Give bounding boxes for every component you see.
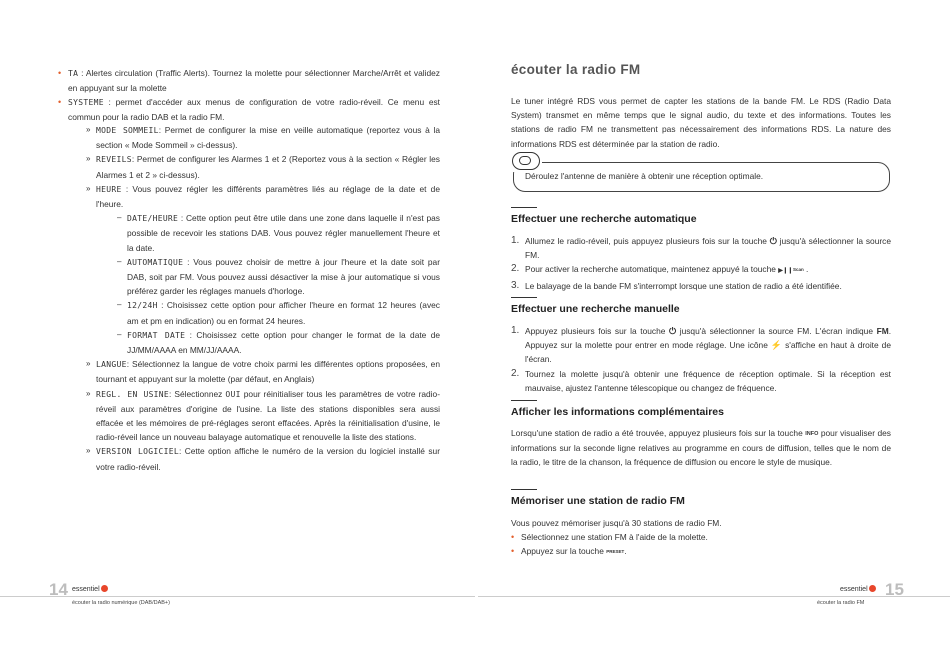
auto-search-steps	[511, 234, 891, 293]
heading-info: Afficher les informations complémentaires	[511, 406, 724, 418]
lcd-label: REVEILS	[96, 155, 132, 165]
bullet-ta: • TA : Alertes circulation (Traffic Alerts). Tournez la molette pour sélectionner Marche/Arrêt et validez en appuyant sur la molette	[58, 66, 440, 95]
footer-rule	[478, 596, 950, 597]
power-icon: ⏻	[769, 236, 777, 246]
lcd-label: VERSION LOGICIEL	[96, 447, 179, 457]
list-item: 1. Appuyez plusieurs fois sur la touche ⏻ jusqu'à sélectionner la source FM. L'écran indique FM. Appuyez sur la molette pour entrer en mode réglage. Une icône ⚡ s'affiche en haut à droite de l'écran.	[511, 325, 892, 365]
lcd-label: DATE/HEURE	[127, 214, 179, 224]
lcd-label: SYSTEME	[68, 98, 104, 107]
lcd-label: TA	[68, 69, 79, 78]
submenu-mode-sommeil: » MODE SOMMEIL: Permet de configurer la mise en veille automatique (reportez vous à la section « Mode Sommeil » ci-dessus).	[86, 125, 440, 151]
lcd-label: MODE SOMMEIL	[96, 126, 159, 135]
info-key-label: INFO	[805, 431, 819, 437]
submenu-langue: » LANGUE: Sélectionnez la langue de votre choix parmi les différentes options proposées, en tournant et appuyant sur la molette (par défaut, en Anglais)	[86, 359, 440, 385]
info-paragraph: Lorsqu'une station de radio a été trouvée, appuyez plusieurs fois sur la touche INFO pour visualiser des informations sur la seconde ligne relatives au programme en cours de diffusion, telles que le nom de la radio, le titre de la chanson, la fréquence de diffusion ou encore le style de musique.	[511, 428, 891, 468]
list-item: 3. Le balayage de la bande FM s'interrompt lorsque une station de radio a été identifiée.	[511, 279, 842, 291]
list-item: • Sélectionnez une station FM à l'aide de la molette.	[511, 530, 891, 544]
submenu-format-date: – FORMAT DATE : Choisissez cette option pour changer le format de la date de JJ/MM/AAAA en MM/JJ/AAAA.	[117, 329, 441, 356]
list-item: • Appuyez sur la touche PRESET.	[511, 544, 891, 559]
power-icon: ⏻	[669, 326, 677, 336]
lcd-label: HEURE	[96, 184, 122, 194]
preset-key-label: PRESET	[606, 549, 625, 555]
section-rule	[511, 297, 537, 298]
section-rule	[511, 207, 537, 208]
memorize-intro: Vous pouvez mémoriser jusqu'à 30 stations de radio FM.	[511, 518, 722, 528]
play-pause-icon: ▶❙❙	[778, 268, 793, 275]
memorize-list	[511, 530, 891, 559]
page-number: 14	[49, 580, 68, 599]
heading-auto-search: Effectuer une recherche automatique	[511, 213, 697, 225]
lcd-label: FORMAT DATE	[127, 330, 186, 340]
section-title: écouter la radio FM	[511, 62, 641, 77]
section-rule	[511, 489, 537, 490]
submenu-heure: » HEURE : Vous pouvez régler les différents paramètres liés au réglage de la date et de l'heure.	[86, 183, 440, 210]
tip-text: Déroulez l'antenne de manière à obtenir une réception optimale.	[525, 171, 764, 181]
brand-logo: essentiel	[840, 585, 876, 593]
submenu-automatique: – AUTOMATIQUE : Vous pouvez choisir de mettre à jour l'heure et la date soit par DAB, soit par FM. Vous pouvez aussi désactiver la mise à jour automatique si vous préférez garder les réglages manuels d'horloge.	[117, 256, 440, 297]
submenu-date-heure: – DATE/HEURE : Cette option peut être utile dans une zone dans laquelle il n'est pas possible de recevoir les stations DAB. Vous pouvez régler manuellement l'heure et la date.	[117, 213, 440, 253]
section-rule	[511, 400, 537, 401]
submenu-regl-usine: » REGL. EN USINE: Sélectionnez OUI pour réinitialiser tous les paramètres de votre radio-réveil aux paramètres d'origine de l'usine. La liste des stations disponibles sera aussi effacée et les mémoires de pré-réglages seront effacées. Après la réinitialisation d'usine, le radio-réveil lance un nouveau balayage automatique et renouvelle la liste des stations.	[86, 388, 440, 443]
footer-caption: écouter la radio FM	[817, 600, 865, 606]
list-item: 1. Allumez le radio-réveil, puis appuyez plusieurs fois sur la touche ⏻ jusqu'à sélectionner la source FM.	[511, 235, 892, 261]
intro-paragraph: Le tuner intégré RDS vous permet de capter les stations de la bande FM. Le RDS (Radio Data System) transmet en même temps que le signal audio, du texte et des informations. Toutes les stations de radio FM ne transmettent pas nécessairement des informations RDS. La nature des informations RDS est déterminée par la station de radio.	[511, 96, 891, 149]
lcd-label: OUI	[225, 389, 241, 399]
list-item: 2. Pour activer la recherche automatique, maintenez appuyé la touche ▶❙❙Scan .	[511, 262, 891, 278]
brand-dot-icon	[869, 585, 876, 592]
submenu-12-24h: – 12/24H : Choisissez cette option pour afficher l'heure en format 12 heures (avec am et pm en indication) ou en format 24 heures.	[117, 300, 440, 326]
brand-logo: essentiel	[72, 585, 108, 593]
page-number: 15	[885, 580, 904, 599]
bullet-systeme: • SYSTEME : permet d'accéder aux menus de configuration de votre radio-réveil. Ce menu est commun pour la radio DAB et la radio FM.	[58, 95, 440, 124]
lcd-label: REGL. EN USINE	[96, 389, 170, 399]
footer-caption: écouter la radio numérique (DAB/DAB+)	[72, 600, 170, 606]
submenu-reveils: » REVEILS: Permet de configurer les Alarmes 1 et 2 (Reportez vous à la section « Régler les Alarmes 1 et 2 » ci-dessus).	[86, 154, 440, 180]
lcd-label: LANGUE	[96, 360, 127, 370]
lcd-label: 12/24H	[127, 301, 158, 311]
lightning-icon: ⚡	[770, 340, 783, 351]
heading-memorize: Mémoriser une station de radio FM	[511, 495, 685, 507]
lcd-label: AUTOMATIQUE	[127, 257, 184, 267]
heading-manual-search: Effectuer une recherche manuelle	[511, 303, 680, 315]
submenu-version-logiciel: » VERSION LOGICIEL: Cette option affiche le numéro de la version du logiciel installé sur votre radio-réveil.	[86, 446, 440, 472]
list-item: 2. Tournez la molette jusqu'à obtenir une fréquence de réception optimale. Si la réception est mauvaise, ajustez l'antenne télescopique ou changez de fréquence.	[511, 367, 891, 393]
manual-search-steps	[511, 324, 891, 395]
